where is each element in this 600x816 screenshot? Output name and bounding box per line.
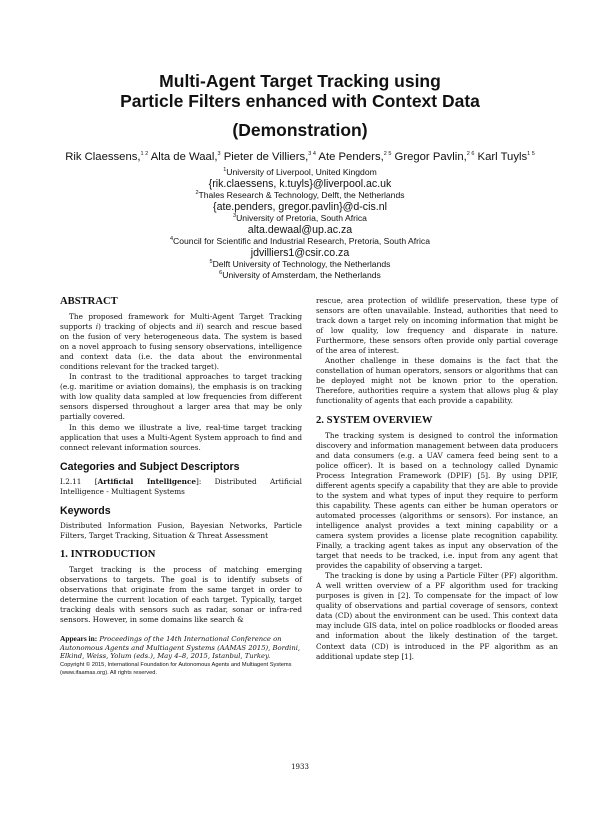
body-paragraph: The tracking system is designed to control the information discovery and information management between data producers and data consumers (e.g. a UAV camera feed being sent to a police officer). It is based on a technology called Dynamic Process Integration Framework (DPIF) [5]. By using DPIF, different agents specify a capability that they are able to provide to the system and what types of input they require to perform this capability. These agents can either be human operators or automated processes (algorithms or sensors). For instance, an intelligence analyst provides a text mining capability or a camera system provides a license plate recognition capability. Finally, a tracking agent takes as input any observation of the target that needs to be tracked, i.e. input from any agent that provides the capability of observing a target. [316,430,558,571]
author: Gregor Pavlin,$^{2 6}$ [394,151,475,163]
system-overview-heading: 2. SYSTEM OVERVIEW [316,414,433,426]
appears-in-note: Appears in: Proceedings of the 14th International Conference on Autonomous Agents and Multiagent Systems (AAMAS 2015), Bordini, Elkind, Weiss, Yolum (eds.), May 4–8, 2015, Istanbul, Turkey. Copyright © 2015, International Foundation for Autonomous Agents and Multiagent Systems (www.ifaamas.org). All rights reserved. [60,634,301,676]
copyright-notice: Copyright © 2015, International Foundation for Autonomous Agents and Multiagent Systems (www.ifaamas.org). All rights reserved. [60,661,292,676]
email: alta.dewaal@up.ac.za [247,223,353,236]
affiliation: $^5$Delft University of Technology, the Netherlands [209,259,391,269]
paper-subtitle: (Demonstration) [232,120,368,140]
abstract-paragraph: The proposed framework for Multi-Agent Target Tracking supports i) tracking of objects and ii) search and rescue based on the fusion of very heterogeneous data. The system is based on a novel approach to fusing sensory observations, intelligence and context data (i.e. the data about the environmental conditions relevant for the tracked target). [60,312,302,372]
right-column [316,296,558,662]
author: Karl Tuyls$^{1 5}$ [477,151,535,163]
affiliation: $^2$Thales Research & Technology, Delft, the Netherlands [195,190,405,200]
affiliation: $^6$University of Amsterdam, the Netherlands [219,269,381,280]
paper-title-line-1: Multi-Agent Target Tracking using [159,71,441,91]
affiliation: $^1$University of Liverpool, United Kingdom [223,167,377,177]
affiliation: $^4$Council for Scientific and Industrial Research, Pretoria, South Africa [169,236,431,246]
author: Alta de Waal,$^3$ [150,151,221,163]
email: {rik.claessens, k.tuyls}@liverpool.ac.uk [208,177,392,190]
body-paragraph: The tracking is done by using a Particle Filter (PF) algorithm. A well written overview of a PF algorithm used for tracking purposes is given in [2]. To compensate for the impact of low quality of observations and partial coverage of sensors, context data (CD) about the environment can be used. This context data may include GIS data, intel on police roadblocks or flooded areas and information about the likely destination of the target. Context data (CD) is introduced in the PF algorithm as an additional update step [1]. [316,571,558,661]
categories-text: I.2.11 [Artificial Intelligence]: Distributed Artificial Intelligence - Multiagent Systems [60,476,302,496]
left-column [60,296,302,677]
categories-heading: Categories and Subject Descriptors [60,460,240,473]
email: {ate.penders, gregor.pavlin}@d-cis.nl [213,200,387,213]
body-paragraph: Another challenge in these domains is the fact that the constellation of human operators, sensors or algorithms that can be deployed might not be known prior to the operation. Therefore, authorities require a system that allows plug & play functionality of agents that each provide a capability. [316,356,558,406]
abstract-paragraph: In this demo we illustrate a live, real-time target tracking application that uses a Multi-Agent System approach to find and connect relevant information sources. [60,422,302,452]
page-number: 1933 [291,763,309,771]
keywords-heading: Keywords [60,504,111,517]
introduction-paragraph: Target tracking is the process of matching emerging observations to targets. The goal is to identify subsets of observations that originate from the same target in order to determine the current location of each target. Typically, target tracking deals with sensors such as radar, sonar or infra-red sensors. However, in some domains like search & [60,564,302,625]
paper-title-line-2: Particle Filters enhanced with Context Data [120,91,480,111]
affiliation: $^3$University of Pretoria, South Africa [233,213,367,223]
introduction-heading: 1. INTRODUCTION [60,548,156,560]
author-list [0,151,600,163]
body-paragraph: rescue, area protection of wildlife preservation, these type of sensors are often unavailable. Instead, authorities that need to track down a target rely on incoming information that might be of low quality, low frequency and disparate in nature. Furthermore, these sensors often provide only partial coverage of the area of interest. [316,296,558,356]
author: Rik Claessens,$^{1 2}$ [65,151,149,163]
author: Ate Penders,$^{2 5}$ [318,151,392,163]
abstract-paragraph: In contrast to the traditional approaches to target tracking (e.g. maritime or aviation domains), the emphasis is on tracking with low quality data sampled at low frequencies from different sensors dispersed throughout a larger area that may be only partially covered. [60,372,302,422]
affiliations [0,167,600,280]
author: Pieter de Villiers,$^{3 4}$ [223,151,316,163]
keywords-text: Distributed Information Fusion, Bayesian Networks, Particle Filters, Target Tracking, Situation & Threat Assessment [60,520,302,540]
email: jdvilliers1@csir.co.za [250,246,350,259]
abstract-heading: ABSTRACT [60,296,118,307]
